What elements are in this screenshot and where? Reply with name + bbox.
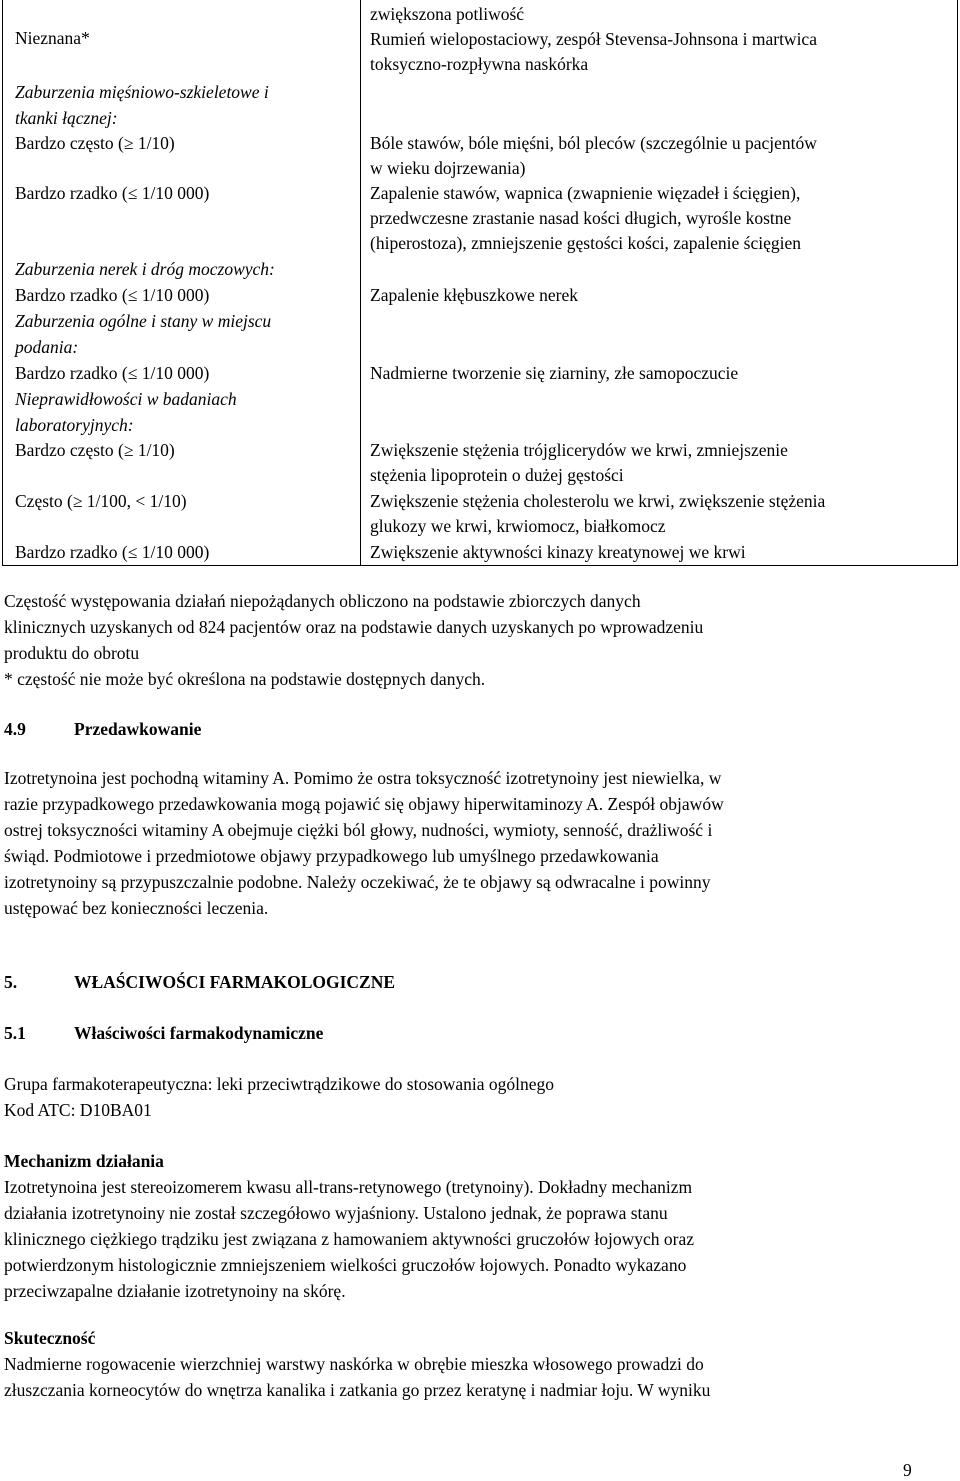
table-effect-text: (hiperostoza), zmniejszenie gęstości kości, zapalenie ścięgien — [370, 233, 802, 253]
section-number: 5.1 — [4, 1023, 26, 1043]
table-effect-text: zwiększona potliwość — [370, 4, 525, 24]
table-frequency-label: Bardzo często (≥ 1/10) — [15, 133, 175, 153]
section-heading — [4, 716, 201, 742]
body-text-line: świąd. Podmiotowe i przedmiotowe objawy przypadkowego lub umyślnego przedawkowania — [4, 846, 659, 866]
table-category-label: Zaburzenia ogólne i stany w miejscu — [15, 311, 272, 331]
table-category-label: Zaburzenia nerek i dróg moczowych: — [15, 259, 275, 279]
table-category-label: Zaburzenia mięśniowo-szkieletowe i — [15, 82, 269, 102]
section-heading — [4, 969, 395, 995]
body-text-line: ustępować bez konieczności leczenia. — [4, 898, 269, 918]
table-effect-text: Rumień wielopostaciowy, zespół Stevensa-Johnsona i martwica — [370, 29, 817, 49]
subsection-heading: Mechanizm działania — [4, 1151, 164, 1171]
section-number: 4.9 — [4, 719, 26, 739]
table-effect-text: stężenia lipoprotein o dużej gęstości — [370, 465, 624, 485]
section-number: 5. — [4, 972, 18, 992]
table-frequency-label: Często (≥ 1/100, < 1/10) — [15, 491, 187, 511]
table-frequency-label: Bardzo rzadko (≤ 1/10 000) — [15, 363, 210, 383]
body-text-line: klinicznych uzyskanych od 824 pacjentów oraz na podstawie danych uzyskanych po wprowadzeniu — [4, 617, 704, 637]
table-effect-text: przedwczesne zrastanie nasad kości długich, wyrośle kostne — [370, 208, 792, 228]
table-frequency-label: Bardzo często (≥ 1/10) — [15, 440, 175, 460]
section-heading — [4, 1020, 323, 1046]
body-text-line: Kod ATC: D10BA01 — [4, 1100, 152, 1120]
body-text-line: Izotretynoina jest pochodną witaminy A. Pomimo że ostra toksyczność izotretynoiny jest niewielka, w — [4, 768, 722, 788]
page-number: 9 — [903, 1460, 912, 1480]
body-text-line: przeciwzapalne działanie izotretynoiny na skórę. — [4, 1281, 346, 1301]
table-effect-text: Bóle stawów, bóle mięśni, ból pleców (szczególnie u pacjentów — [370, 133, 817, 153]
body-text-line: * częstość nie może być określona na podstawie dostępnych danych. — [4, 669, 486, 689]
table-effect-text: toksyczno-rozpływna naskórka — [370, 54, 589, 74]
section-title: Przedawkowanie — [74, 719, 202, 739]
body-text-line: działania izotretynoiny nie został szczegółowo wyjaśniony. Ustalono jednak, że poprawa stanu — [4, 1203, 668, 1223]
table-category-label: tkanki łącznej: — [15, 108, 118, 128]
table-frequency-label: Bardzo rzadko (≤ 1/10 000) — [15, 285, 210, 305]
section-title: Właściwości farmakodynamiczne — [74, 1023, 324, 1043]
table-category-label: podania: — [15, 337, 79, 357]
table-effect-text: Zwiększenie stężenia cholesterolu we krwi, zwiększenie stężenia — [370, 491, 826, 511]
body-text-line: złuszczania korneocytów do wnętrza kanalika i zatkania go przez keratynę i nadmiar łoju. W wyniku — [4, 1380, 711, 1400]
subsection-heading: Skuteczność — [4, 1328, 96, 1348]
body-text-line: potwierdzonym histologicznie zmniejszeniem wielkości gruczołów łojowych. Ponadto wykazano — [4, 1255, 687, 1275]
body-text-line: Grupa farmakoterapeutyczna: leki przeciwtrądzikowe do stosowania ogólnego — [4, 1074, 555, 1094]
table-category-label: Nieprawidłowości w badaniach — [15, 389, 237, 409]
table-effect-text: Zwiększenie stężenia trójglicerydów we krwi, zmniejszenie — [370, 440, 788, 460]
body-text-line: Izotretynoina jest stereoizomerem kwasu all-trans-retynowego (tretynoiny). Dokładny mechanizm — [4, 1177, 693, 1197]
body-text-line: razie przypadkowego przedawkowania mogą pojawić się objawy hiperwitaminozy A. Zespół objawów — [4, 794, 724, 814]
body-text-line: ostrej toksyczności witaminy A obejmuje ciężki ból głowy, nudności, wymioty, senność, drażliwość i — [4, 820, 713, 840]
body-text-line: Nadmierne rogowacenie wierzchniej warstwy naskórka w obrębie mieszka włosowego prowadzi do — [4, 1354, 704, 1374]
section-title: WŁAŚCIWOŚCI FARMAKOLOGICZNE — [74, 972, 396, 992]
body-text-line: Częstość występowania działań niepożądanych obliczono na podstawie zbiorczych danych — [4, 591, 641, 611]
table-column-divider — [360, 0, 361, 565]
table-effect-text: Zwiększenie aktywności kinazy kreatynowej we krwi — [370, 542, 746, 562]
table-effect-text: Zapalenie kłębuszkowe nerek — [370, 285, 578, 305]
table-frequency-label: Bardzo rzadko (≤ 1/10 000) — [15, 542, 210, 562]
table-effect-text: glukozy we krwi, krwiomocz, białkomocz — [370, 516, 666, 536]
table-effect-text: w wieku dojrzewania) — [370, 158, 526, 178]
table-effect-text: Zapalenie stawów, wapnica (zwapnienie więzadeł i ścięgien), — [370, 183, 801, 203]
table-category-label: laboratoryjnych: — [15, 415, 134, 435]
body-text-line: izotretynoiny są przypuszczalnie podobne. Należy oczekiwać, że te objawy są odwracalne i powinny — [4, 872, 711, 892]
body-text-line: produktu do obrotu — [4, 643, 140, 663]
table-frequency-label: Nieznana* — [15, 28, 90, 48]
table-effect-text: Nadmierne tworzenie się ziarniny, złe samopoczucie — [370, 363, 739, 383]
body-text-line: klinicznego ciężkiego trądziku jest związana z hamowaniem aktywności gruczołów łojowych oraz — [4, 1229, 695, 1249]
table-frequency-label: Bardzo rzadko (≤ 1/10 000) — [15, 183, 210, 203]
